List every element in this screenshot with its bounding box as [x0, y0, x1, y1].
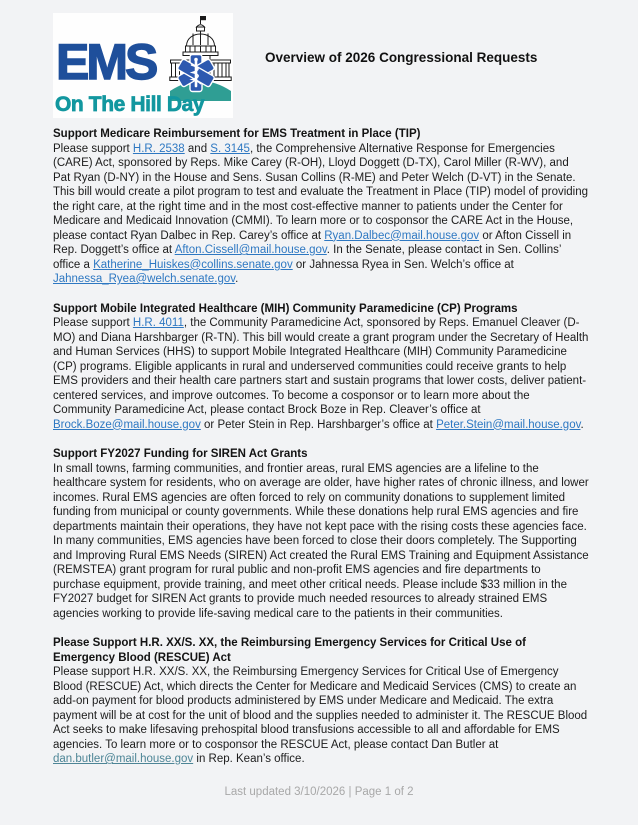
flag-icon: [201, 17, 206, 25]
section-heading: Support Mobile Integrated Healthcare (MIH) Community Paramedicine (CP) Programs: [53, 302, 518, 315]
section-heading: Support FY2027 Funding for SIREN Act Grants: [53, 448, 308, 460]
text-run: In small towns, farming communities, and frontier areas, rural EMS agencies are a lifeline to the healthcare system for residents, who on average are older, have higher rates of chronic illness, and lower incomes. Rural EMS agencies are often forced to rely on community donations to supplement limited funding from municipal or county governments. While these donations help rural EMS agencies and fire departments maintain their operations, they have not kept pace with the rising costs these agencies face. In many communities, EMS agencies have been forced to close their doors completely. The Supporting and Improving Rural EMS Needs (SIREN) Act created the Rural EMS Training and Equipment Assistance (REMSTEA) grant program for rural public and non-profit EMS agencies and fire departments to purchase equipment, provide training, and meet other critical needs. Please include $33 million in the FY2027 budget for SIREN Act grants to provide much needed resources to already strained EMS agencies working to provide life-saving medical care to the patients in their communities.: [53, 462, 589, 620]
text-run: Please support: [53, 317, 133, 329]
email-link-peter-stein[interactable]: Peter.Stein@mail.house.gov: [436, 418, 581, 431]
requests-list: [53, 127, 589, 782]
text-run: or Peter Stein in Rep. Harshbarger’s office at: [200, 418, 437, 431]
email-link-dan-butler[interactable]: dan.butler@mail.house.gov: [53, 753, 194, 765]
text-run: , the Comprehensive Alternative Response for Emergencies (CARE) Act, sponsored by Reps. Mike Carey (R-OH), Lloyd Doggett (D-TX), Carol Miller (R-WV), and Pat Ryan (D-NY) in the House and Sens. Susan Collins (R-ME) and Peter Welch (D-VT) in the Senate. This bill would create a pilot program to test and evaluate the Treatment in Place (TIP) model of providing the right care, at the right time and in the most cost-effective manner to patients under the Center for Medicare and Medicaid Innovation (CMMI). To learn more or to cosponsor the CARE Act in the House, please contact Ryan Dalbec in Rep. Carey’s office at: [53, 142, 589, 242]
email-link-ryan-dalbec[interactable]: Ryan.Dalbec@mail.house.gov: [324, 229, 480, 242]
link-s-3145[interactable]: S. 3145: [210, 142, 250, 155]
section-body: [53, 316, 589, 432]
section-body: [53, 665, 589, 767]
email-link-katherine-huiskes[interactable]: Katherine_Huiskes@collins.senate.gov: [93, 258, 293, 271]
email-link-afton-cissell[interactable]: Afton.Cissell@mail.house.gov: [174, 244, 327, 256]
section-body: [53, 462, 589, 622]
ems-wordmark: EMS: [56, 34, 156, 90]
section-body: [53, 142, 589, 287]
link-hr-4011[interactable]: H.R. 4011: [132, 317, 184, 329]
link-hr-2538[interactable]: H.R. 2538: [132, 142, 185, 155]
text-run: .: [580, 418, 584, 431]
text-run: .: [235, 273, 239, 285]
ems-on-the-hill-day-logo: [53, 13, 233, 118]
text-run: or Afton Cissell in Rep. Doggett’s office at: [53, 229, 572, 256]
text-run: and: [184, 142, 211, 155]
document-title: Overview of 2026 Congressional Requests: [265, 50, 538, 65]
section-heading: Support Medicare Reimbursement for EMS Treatment in Place (TIP): [53, 128, 421, 140]
capitol-building-icon: [169, 15, 232, 101]
text-run: in Rep. Kean’s office.: [193, 753, 305, 765]
text-run: or Jahnessa Ryea in Sen. Welch’s office at: [292, 258, 514, 271]
email-link-brock-boze[interactable]: Brock.Boze@mail.house.gov: [53, 418, 201, 431]
text-run: . In the Senate, please contact in Sen. Collins’ office a: [53, 244, 561, 271]
star-of-life-icon: [177, 55, 215, 92]
section-heading: Please Support H.R. XX/S. XX, the Reimbursing Emergency Services for Critical Use of Emergency Blood (RESCUE) Act: [53, 637, 526, 664]
email-link-jahnessa-ryea[interactable]: Jahnessa_Ryea@welch.senate.gov: [53, 273, 236, 285]
text-run: , the Community Paramedicine Act, sponsored by Reps. Emanuel Cleaver (D-MO) and Diana Harshbarger (R-TN). This bill would create a grant program under the Secretary of Health and Human Services (HHS) to support Mobile Integrated Healthcare (MIH) Community Paramedicine (CP) programs. Eligible applicants in rural and underserved communities could receive grants to help EMS providers and their health care partners start and sustain programs that lower costs, deliver patient-centered services, and improve outcomes. To become a cosponsor or to learn more about the Community Paramedicine Act, please contact Brock Boze in Rep. Cleaver’s office at: [53, 317, 589, 416]
section-treatment-in-place: [53, 127, 589, 287]
text-run: Please support: [53, 142, 133, 155]
page-footer: [0, 786, 638, 798]
section-community-paramedicine: [53, 302, 589, 433]
footer-text: Last updated 3/10/2026 | Page 1 of 2: [224, 786, 414, 798]
text-run: Please support H.R. XX/S. XX, the Reimbursing Emergency Services for Critical Use of Emergency Blood (RESCUE) Act, which directs the Center for Medicare and Medicaid Services (CMS) to create an add-on payment for blood products administered by EMS under Medicare and Medicaid. The extra payment will be at cost for the unit of blood and the supplies needed to administer it. The RESCUE Blood Act seeks to make lifesaving prehospital blood transfusions accessible to all and affordable for EMS agencies. To learn more or to cosponsor the RESCUE Act, please contact Dan Butler at: [53, 666, 588, 751]
logo-tagline: On The Hill Day: [55, 93, 205, 116]
section-rescue-act: [53, 636, 589, 767]
section-siren-act-grants: [53, 447, 589, 621]
